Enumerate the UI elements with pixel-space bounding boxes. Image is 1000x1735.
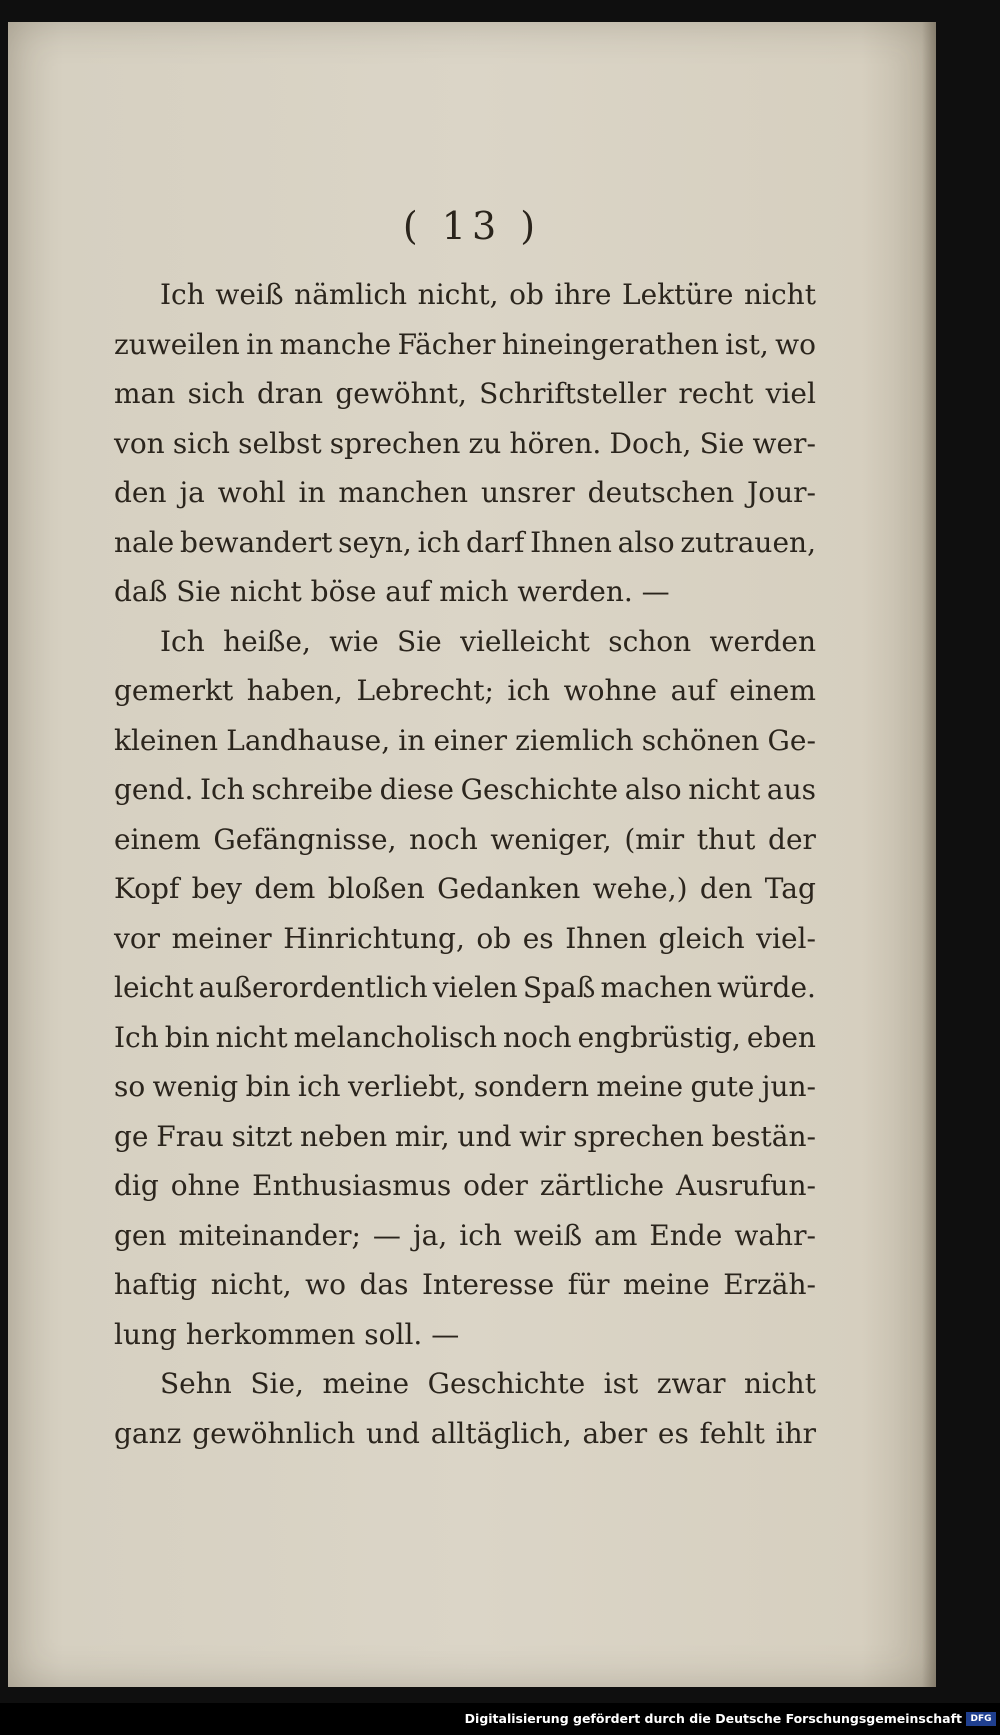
text-line: man sich dran gewöhnt, Schriftsteller recht viel <box>114 377 816 410</box>
text-line: zuweilen in manche Fächer hineingerathen ist, wo <box>114 327 816 361</box>
text-line: so wenig bin ich verliebt, sondern meine gute jun- <box>114 1070 816 1103</box>
text-line: gen miteinander; — ja, ich weiß am Ende wahr- <box>114 1218 816 1252</box>
text-line: nale bewandert seyn, ich darf Ihnen also zutrauen, <box>114 525 816 559</box>
text-line: ganz gewöhnlich und alltäglich, aber es fehlt ihr <box>114 1416 816 1450</box>
text-line: Ich weiß nämlich nicht, ob ihre Lektüre nicht <box>160 278 816 311</box>
text-line: von sich selbst sprechen zu hören. Doch, Sie wer- <box>114 426 816 460</box>
page-text-block <box>114 270 816 1458</box>
text-line: dig ohne Enthusiasmus oder zärtliche Ausrufun- <box>114 1169 816 1202</box>
text-line: Sehn Sie, meine Geschichte ist zwar nicht <box>160 1367 816 1400</box>
text-line: Kopf bey dem bloßen Gedanken wehe,) den Tag <box>114 872 816 905</box>
text-line: daß Sie nicht böse auf mich werden. — <box>114 575 670 608</box>
text-line: leicht außerordentlich vielen Spaß machen würde. <box>114 971 816 1004</box>
text-line: vor meiner Hinrichtung, ob es Ihnen gleich viel- <box>114 921 816 955</box>
text-line: einem Gefängnisse, noch weniger, (mir thut der <box>114 822 816 856</box>
text-line: kleinen Landhause, in einer ziemlich schönen Ge- <box>114 723 816 757</box>
text-line: den ja wohl in manchen unsrer deutschen Jour- <box>114 476 816 509</box>
text-line: gemerkt haben, Lebrecht; ich wohne auf einem <box>114 674 816 707</box>
page-number-header: ( 13 ) <box>402 204 542 248</box>
book-page <box>8 22 936 1687</box>
text-line: ge Frau sitzt neben mir, und wir sprechen bestän- <box>114 1119 816 1153</box>
digitization-footer <box>0 1703 1000 1735</box>
text-line: haftig nicht, wo das Interesse für meine Erzäh- <box>114 1268 816 1301</box>
text-line: Ich heiße, wie Sie vielleicht schon werden <box>160 624 816 658</box>
funding-credit: Digitalisierung gefördert durch die Deutsche Forschungsgemeinschaft <box>464 1711 962 1726</box>
text-line: gend. Ich schreibe diese Geschichte also nicht aus <box>114 773 816 806</box>
text-line: Ich bin nicht melancholisch noch engbrüstig, eben <box>114 1020 816 1054</box>
page-edge-shadow <box>922 22 936 1687</box>
dfg-logo-icon: DFG <box>966 1712 996 1726</box>
text-line: lung herkommen soll. — <box>114 1317 460 1351</box>
